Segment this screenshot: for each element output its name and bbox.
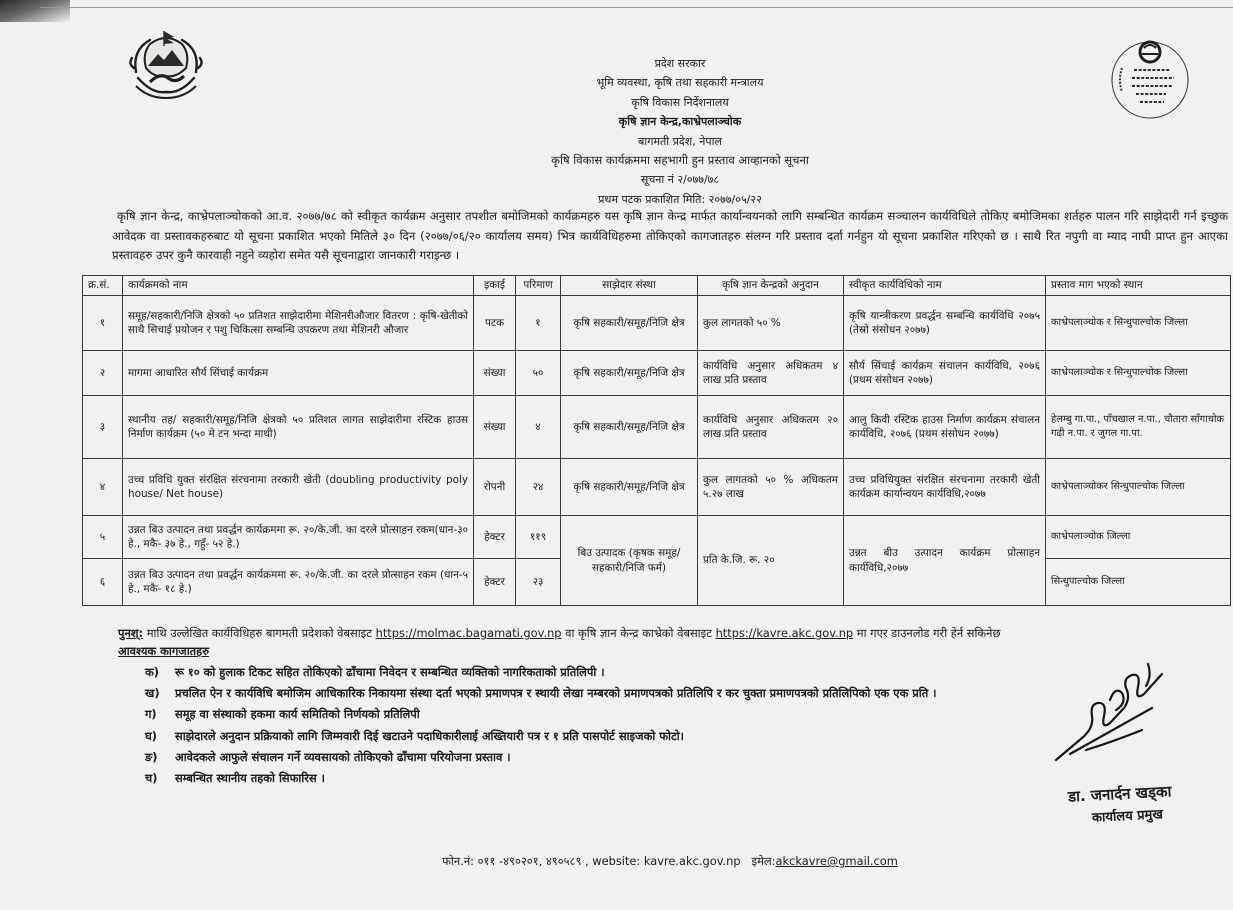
list-item-text: प्रचलित ऐन र कार्यविधि बमोजिम आधिकारिक निकायमा संस्था दर्ता भएको प्रमाणपत्र र स्थायी लेखा नम्बरको प्रमाणपत्रको प्रतिलिपि र कर चुक्ता प्रमाणपत्रको प्रतिलिपिको एक एक प्रति ।	[175, 686, 937, 701]
office-name: कृषि ज्ञान केन्द्र,काभ्रेपलाञ्चोक	[618, 115, 742, 129]
column-header-unit: इकाई	[474, 276, 516, 296]
table-cell-grant: कार्यविधि अनुसार अधिकतम २० लाख प्रति प्रस्ताव	[698, 396, 844, 459]
handwritten-signature	[1052, 656, 1166, 768]
column-header-grant: कृषि ज्ञान केन्द्रको अनुदान	[698, 276, 844, 296]
list-marker: ग)	[145, 707, 157, 722]
footer-contact: फोन.नं: ०११ -४९०२०१, ४९०५८९ , website: kavre.akc.gov.np	[442, 854, 741, 868]
table-cell-partner: कृषि सहकारी/समूह/निजि क्षेत्र	[561, 296, 698, 351]
list-item	[145, 768, 1075, 789]
required-documents-list	[145, 662, 1075, 789]
table-cell-quantity: ४	[516, 396, 561, 459]
table-cell-unit: रोपनी	[474, 459, 516, 516]
table-cell-sn: ५	[83, 516, 123, 559]
table-cell-procedure: आलु किवी रस्टिक हाउस निर्माण कार्यक्रम संचालन कार्यविधि, २०७६ (प्रथम संसोधन २०७७)	[844, 396, 1046, 459]
table-cell-procedure: उच्च प्रविधियुक्त संरक्षित संरचनामा तरकारी खेती कार्यक्रम कार्यान्वयन कार्यविधि,२०७७	[844, 459, 1046, 516]
contact-footer	[400, 852, 940, 870]
list-item-text: समूह वा संस्थाको हकमा कार्य समितिको निर्णयको प्रतिलिपी	[175, 707, 420, 722]
table-cell-sn: २	[83, 351, 123, 396]
ministry-name: भूमि व्यवस्था, कृषि तथा सहकारी मन्त्रालय	[596, 76, 764, 90]
list-marker: ख)	[145, 686, 160, 701]
notice-number: सूचना नं २/०७७/७८	[640, 173, 720, 187]
table-cell-grant: प्रति के.जि. रू. २०	[698, 516, 844, 606]
list-marker: ङ)	[145, 749, 158, 764]
table-row	[83, 459, 1231, 516]
table-cell-location: काभ्रेपलाञ्चोकर सिन्धुपाल्चोक जिल्ला	[1046, 459, 1231, 516]
note-text: मा गएर डाउनलोड गरी हेर्न सकिनेछ	[853, 626, 1001, 640]
table-cell-program: उच्च प्रविधि युक्त संरक्षित संरचनामा तरकारी खेती (doubling productivity poly house/ Net house)	[123, 459, 474, 516]
note-text: माथि उल्लेखित कार्यविधिहरु बागमती प्रदेशको वेबसाइट	[143, 626, 376, 640]
list-item	[145, 662, 1075, 683]
required-documents-title: आवश्यक कागजातहरु	[118, 644, 210, 658]
table-cell-partner: कृषि सहकारी/समूह/निजि क्षेत्र	[561, 396, 698, 459]
signatory-name: डा. जनार्दन खड्का	[1067, 782, 1172, 806]
list-item	[145, 683, 1075, 704]
column-header-program: कार्यक्रमको नाम	[123, 276, 474, 296]
note-text: वा कृषि ज्ञान केन्द्र काभ्रेको वेबसाइट	[561, 626, 716, 640]
list-item-text: सम्बन्धित स्थानीय तहको सिफारिस ।	[175, 771, 325, 786]
list-item-text: साझेदारले अनुदान प्रक्रियाको लागि जिम्मवारी दिई खटाउने पदाधिकारीलाई अख्तियारी पत्र र १ प्रति पासपोर्ट साइजको फोटो।	[175, 728, 684, 743]
letterhead	[430, 54, 930, 209]
postscript-label: पुनश्:	[118, 626, 144, 640]
table-cell-grant: कुल लागतको ५० % अधिकतम ५.२७ लाख	[698, 459, 844, 516]
column-header-quantity: परिमाण	[516, 276, 561, 296]
table-cell-location: हेलम्बु गा.पा., पाँचखाल न.पा., चौतारा साँगाचोक गढी न.पा. र जुगल गा.पा.	[1046, 396, 1231, 459]
footer-email-label: इमेल:	[751, 854, 776, 868]
table-cell-quantity: २३	[516, 559, 561, 606]
notice-title: कृषि विकास कार्यक्रममा सहभागी हुन प्रस्ताव आव्हानको सूचना	[551, 153, 809, 168]
scan-edge-line	[40, 7, 1233, 8]
table-cell-sn: १	[83, 296, 123, 351]
signatory-title: कार्यालय प्रमुख	[1091, 807, 1164, 826]
table-cell-procedure: उन्नत बीउ उत्पादन कार्यक्रम प्रोत्साहन कार्यविधि,२०७७	[844, 516, 1046, 606]
table-cell-partner: बिउ उत्पादक (कृषक समूह/ सहकारी/निजि फर्म)	[561, 516, 698, 606]
office-seal-logo	[1108, 34, 1192, 122]
table-cell-procedure: सौर्य सिंचाई कार्यक्रम संचालन कार्यविधि, २०७६ (प्रथम संसोधन २०७७)	[844, 351, 1046, 396]
list-item-text: रू १० को हुलाक टिकट सहित तोकिएको ढाँचामा निवेदन र सम्बन्धित व्यक्तिको नागरिकताको प्रतिलिपी ।	[175, 665, 605, 679]
programs-table	[82, 275, 1231, 606]
postscript-note	[118, 624, 1118, 642]
table-header-row	[83, 276, 1231, 296]
column-header-location: प्रस्ताव माग भएको स्थान	[1046, 276, 1231, 296]
nepal-emblem-logo	[128, 28, 204, 100]
table-cell-unit: संख्या	[474, 396, 516, 459]
table-cell-program: स्थानीय तह/ सहकारी/समूह/निजि क्षेत्रको ५० प्रतिशत लागत साझेदारीमा रस्टिक हाउस निर्माण कार्यक्रम (५० मे टन भन्दा माथी)	[123, 396, 474, 459]
list-item	[145, 747, 1075, 768]
table-cell-unit: पटक	[474, 296, 516, 351]
province-name: बागमती प्रदेश, नेपाल	[638, 134, 722, 148]
scan-shadow	[0, 0, 70, 22]
table-cell-program: उन्नत बिउ उत्पादन तथा प्रवर्द्धन कार्यक्रममा रू. २०/के.जी. का दरले प्रोत्साहन रकम (धान-५ हे., मकै- १८ हे.)	[123, 559, 474, 606]
table-cell-location: सिन्धुपाल्चोक जिल्ला	[1046, 559, 1231, 606]
list-marker: क)	[145, 665, 159, 679]
table-cell-quantity: ११९	[516, 516, 561, 559]
publication-date: प्रथम पटक प्रकाशित मिति: २०७७/०५/२२	[598, 192, 762, 206]
table-cell-quantity: १	[516, 296, 561, 351]
list-item-text: आवेदकले आफुले संचालन गर्ने व्यवसायको तोकिएको ढाँचामा परियोजना प्रस्ताव ।	[175, 749, 511, 764]
table-cell-partner: कृषि सहकारी/समूह/निजि क्षेत्र	[561, 459, 698, 516]
list-item	[145, 704, 1075, 725]
table-row	[83, 396, 1231, 459]
table-row	[83, 296, 1231, 351]
table-cell-program: मागमा आधारित सौर्य सिंचाई कार्यक्रम	[123, 351, 474, 396]
table-cell-location: काभ्रेपलाञ्चोक जिल्ला	[1046, 516, 1231, 559]
list-marker: च)	[145, 771, 158, 786]
list-item	[145, 726, 1075, 747]
province-website-url: https://molmac.bagamati.gov.np	[375, 626, 562, 640]
table-cell-location: काभ्रेपलाञ्चोक र सिन्धुपाल्चोक जिल्ला	[1046, 351, 1231, 396]
table-cell-sn: ६	[83, 559, 123, 606]
column-header-partner: साझेदार संस्था	[561, 276, 698, 296]
directorate-name: कृषि विकास निर्देशनालय	[631, 95, 729, 109]
column-header-sn: क्र.सं.	[83, 276, 123, 296]
column-header-procedure: स्वीकृत कार्यविधिको नाम	[844, 276, 1046, 296]
table-cell-unit: संख्या	[474, 351, 516, 396]
table-cell-grant: कुल लागतको ५० %	[698, 296, 844, 351]
table-cell-unit: हेक्टर	[474, 559, 516, 606]
table-row	[83, 516, 1231, 559]
table-cell-location: काभ्रेपलाञ्चोक र सिन्धुपाल्चोक जिल्ला	[1046, 296, 1231, 351]
table-cell-procedure: कृषि यान्त्रीकरण प्रवर्द्धन सम्बन्धि कार्यविधि २०७५ (तेस्रो संसोधन २०७७)	[844, 296, 1046, 351]
list-marker: घ)	[145, 728, 157, 743]
table-cell-quantity: २४	[516, 459, 561, 516]
intro-paragraph: कृषि ज्ञान केन्द्र, काभ्रेपलाञ्चोकको आ.व. २०७७/७८ को स्वीकृत कार्यक्रम अनुसार तपशील बमोजिमको कार्यक्रमहरु यस कृषि ज्ञान केन्द्र मार्फत कार्यान्वयनको लागि सम्बन्धित कार्यक्रम सञ्चालन कार्यविधिले तोकिए बमोजिमका शर्तहरु पालन गरि साझेदारी गर्न इच्छुक आवेदक वा प्रस्तावकहरुबाट यो सूचना प्रकाशित भएको मितिले ३० दिन (२०७७/०६/२० कार्यालय समय) भित्र कार्यविधिहरुमा तोकिएको कागजातहरु संलग्न गरि प्रस्ताव दर्ता गर्नहुन यो सूचना प्रकाशित गरिएको छ । साथै रित नपुगी वा म्याद नाघी प्राप्त हुन आएका प्रस्तावहरु उपर कुनै कारवाही नहुने व्यहोरा समेत यसै सूचनाद्वारा जानकारी गराइन्छ ।	[112, 209, 1228, 262]
footer-email: akckavre@gmail.com	[775, 854, 898, 868]
table-cell-sn: ४	[83, 459, 123, 516]
table-cell-quantity: ५०	[516, 351, 561, 396]
government-name: प्रदेश सरकार	[654, 57, 706, 70]
table-cell-program: उन्नत बिउ उत्पादन तथा प्रवर्द्धन कार्यक्रममा रू. २०/के.जी. का दरले प्रोत्साहन रकम(धान-३० हे., मकै- ३७ हे., गहुँ- ५२ हे.)	[123, 516, 474, 559]
table-cell-sn: ३	[83, 396, 123, 459]
table-cell-partner: कृषि सहकारी/समूह/निजि क्षेत्र	[561, 351, 698, 396]
table-row	[83, 351, 1231, 396]
table-cell-unit: हेक्टर	[474, 516, 516, 559]
table-cell-grant: कार्यविधि अनुसार अधिकतम ४ लाख प्रति प्रस्ताव	[698, 351, 844, 396]
table-cell-program: समूह/सहकारी/निजि क्षेत्रको ५० प्रतिशत साझेदारीमा मेशिनरीऔजार वितरण : कृषि-खेतीको साथै सिचाई प्रयोजन र पशु चिकित्सा सम्बन्धि उपकरण तथा मेशिनरी औजार	[123, 296, 474, 351]
office-website-url: https://kavre.akc.gov.np	[715, 626, 854, 640]
